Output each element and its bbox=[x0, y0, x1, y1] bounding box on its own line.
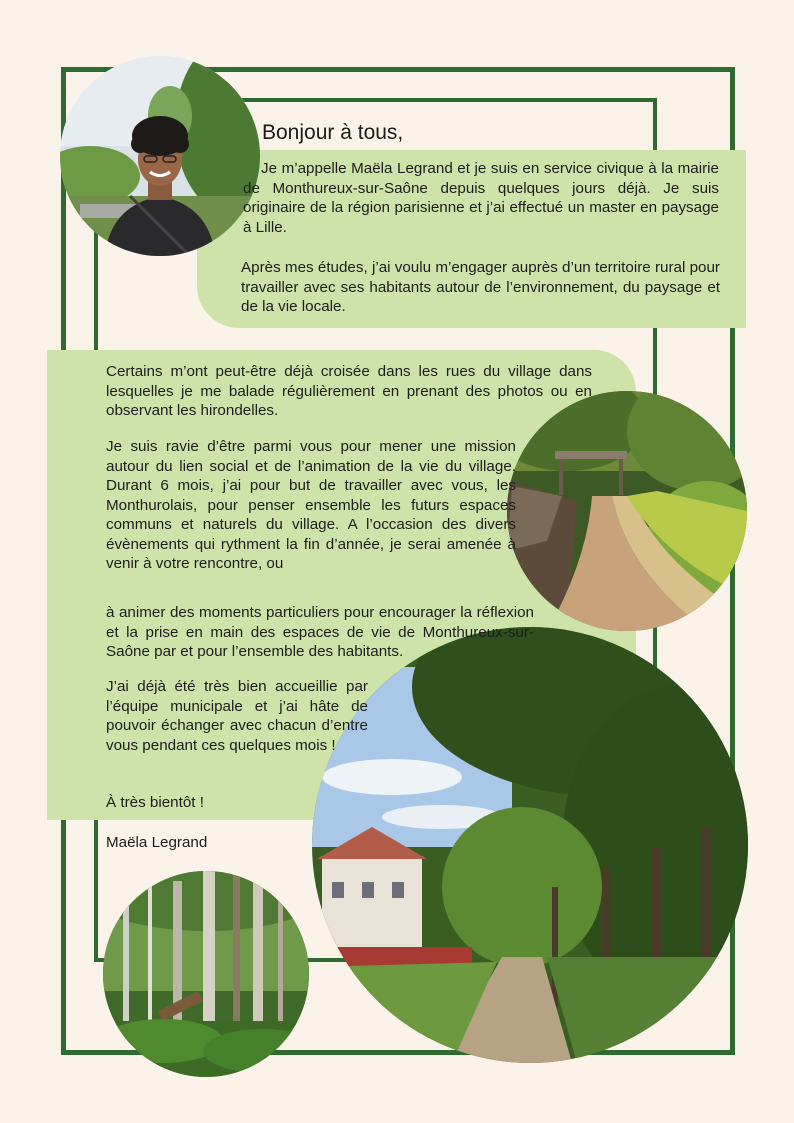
garden-path-photo bbox=[507, 391, 747, 631]
greeting-heading: Bonjour à tous, bbox=[262, 121, 404, 144]
signature: Maëla Legrand bbox=[106, 834, 208, 851]
portrait-photo bbox=[60, 56, 260, 256]
forest-photo bbox=[103, 871, 309, 1077]
avenue-photo bbox=[312, 627, 748, 1063]
intro-paragraph: Je m’appelle Maëla Legrand et je suis en service civique à la mairie de Monthureux-sur-Saône depuis quelques jours déjà. Je suis originaire de la région parisienne et j’ai effectué un master en paysage à Lille. bbox=[243, 160, 719, 236]
village-paragraph: Certains m’ont peut-être déjà croisée dans les rues du village dans lesquelles je me balade régulièrement en prenant des photos ou en observant les hirondelles. bbox=[106, 363, 592, 419]
studies-paragraph: Après mes études, j’ai voulu m’engager auprès d’un territoire rural pour travailler avec ses habitants autour de l’environnement, du paysage et de la vie locale. bbox=[241, 259, 720, 315]
welcome-paragraph: J’ai déjà été très bien accueillie par l’équipe municipale et j’ai hâte de pouvoir échanger avec chacun d’entre vous pendant ces quelques mois ! bbox=[106, 678, 368, 754]
mission-paragraph-end: à animer des moments particuliers pour encourager la réflexion et la prise en main des espaces de vie de Monthureux-sur-Saône par et pour l’ensemble des habitants. bbox=[106, 604, 534, 660]
closing-line: À très bientôt ! bbox=[106, 794, 204, 811]
mission-paragraph: Je suis ravie d’être parmi vous pour mener une mission autour du lien social et de l’animation de la vie du village. Durant 6 mois, j’ai pour but de travailler avec vous, les Monthurolais, pour penser ensemble les futurs espaces communs et naturels du village. A l’occasion des divers évènements qui rythment la fin d’année, je serai amenée à venir à votre rencontre, ou bbox=[106, 438, 516, 572]
